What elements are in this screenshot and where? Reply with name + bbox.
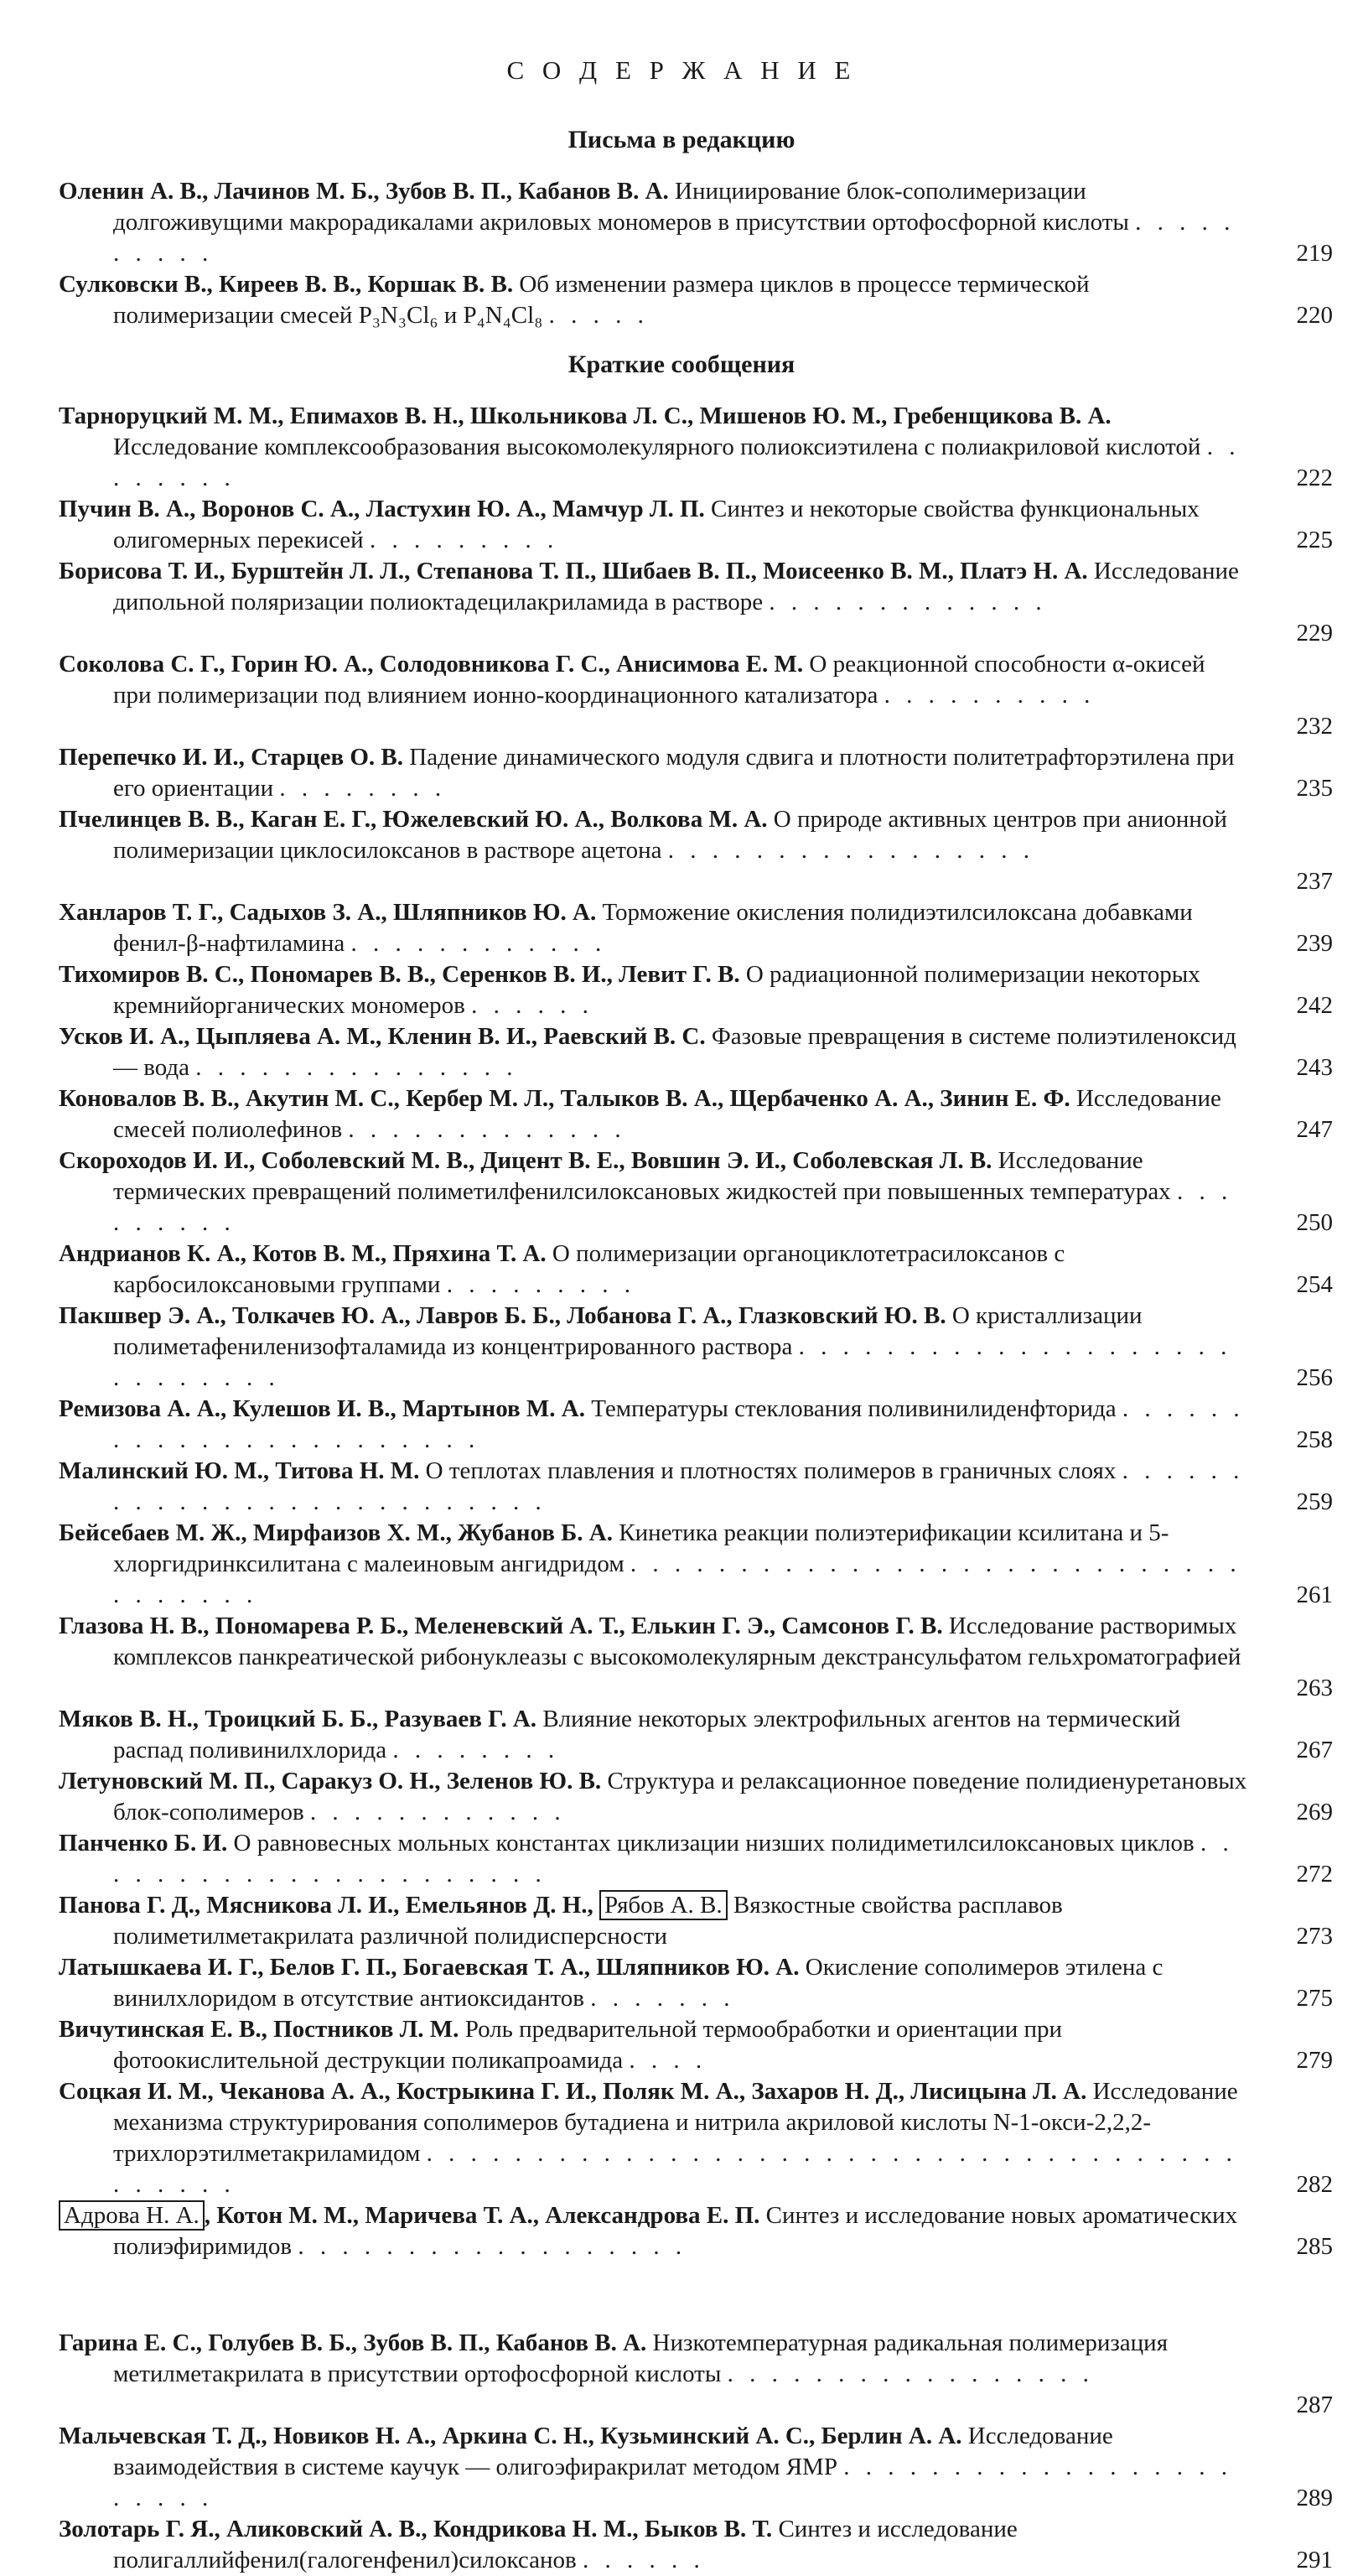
entry-authors: Мальчевская Т. Д., Новиков Н. А., Аркина С. Н., Кузьминский А. С., Берлин А. А. — [59, 2423, 962, 2449]
toc-entry: Коновалов В. В., Акутин М. С., Кербер М. Л., Талыков В. А., Щербаченко А. А., Зинин Е. Ф. Исследование смесей полиолефинов . . . . . . . . . . . . . — [59, 1085, 1221, 1143]
toc-entry: Тарноруцкий М. М., Епимахов В. Н., Школьникова Л. С., Мишенов Ю. М., Гребенщикова В. А. Исследование комплексообразования высокомолекулярного полиоксиэтилена с полиакриловой кислотой . . . . . . . . — [59, 402, 1241, 491]
entry-title: Исследование дипольной поляризации полиоктадецилакриламида в растворе — [113, 558, 1239, 615]
entry-page: 275 — [1296, 1985, 1333, 2012]
entry-authors: Панченко Б. И. — [59, 1830, 228, 1857]
entry-authors: Андрианов К. А., Котов В. М., Пряхина Т. А. — [59, 1240, 547, 1267]
entry-authors: Тарноруцкий М. М., Епимахов В. Н., Школьникова Л. С., Мишенов Ю. М., Гребенщикова В. А. — [59, 402, 1112, 429]
entry-title: Торможение окисления полидиэтилсилоксана добавками фенил-β-нафтиламина — [113, 899, 1193, 957]
toc-entry: Гарина Е. С., Голубев В. Б., Зубов В. П., Кабанов В. А. Низкотемпературная радикальная полимеризация метилметакрилата в присутствии ортофосфорной кислоты . . . . . . . . . . . . . . . . . — [59, 2329, 1169, 2387]
entry-authors: Скороходов И. И., Соболевский М. В., Дицент В. Е., Вовшин Э. И., Соболевская Л. В. — [59, 1147, 992, 1174]
entry-authors: Бейсебаев М. Ж., Мирфаизов Х. М., Жубанов Б. А. — [59, 1519, 613, 1546]
section-heading-short-reports: Краткие сообщения — [567, 351, 796, 378]
entry-authors: Усков И. А., Цыпляева А. М., Кленин В. И., Раевский В. С. — [59, 1023, 706, 1050]
toc-entry: Вичутинская Е. В., Постников Л. М. Роль предварительной термообработки и ориентации при фотоокислительной деструкции поликапроамида . . . . — [59, 2016, 1063, 2074]
entry-page: 254 — [1296, 1271, 1333, 1298]
entry-authors: Пучин В. А., Воронов С. А., Ластухин Ю. А., Мамчур Л. П. — [59, 496, 705, 522]
entry-title: Влияние некоторых электрофильных агентов на термический распад поливинилхлорида — [113, 1706, 1181, 1763]
entry-title: О радиационной полимеризации некоторых кремнийорганических мономеров — [113, 961, 1200, 1019]
entry-page: 237 — [1296, 868, 1333, 895]
entry-page: 269 — [1296, 1799, 1333, 1826]
entry-page: 232 — [1296, 713, 1333, 740]
entry-title: Роль предварительной термообработки и ориентации при фотоокислительной деструкции поликапроамида — [113, 2016, 1063, 2074]
entry-authors: Латышкаева И. Г., Белов Г. П., Богаевская Т. А., Шляпников Ю. А. — [59, 1954, 800, 1981]
entry-page: 229 — [1296, 620, 1333, 647]
entry-title: Об изменении размера циклов в процессе термической полимеризации смесей P₃N₃Cl₆ и P₄N₄Cl₈ — [113, 271, 1090, 329]
entry-authors: Соколова С. Г., Горин Ю. А., Солодовникова Г. С., Анисимова Е. М. — [59, 651, 804, 678]
toc-entry: Пакшвер Э. А., Толкачев Ю. А., Лавров Б. Б., Лобанова Г. А., Глазковский Ю. В. О кристаллизации полиметафениленизофталамида из концентрированного раствора . . . . . . . . . . . . . . . . . . . . . . . . . . . . — [59, 1302, 1232, 1391]
page-title: С О Д Е Р Ж А Н И Е — [506, 55, 857, 85]
entry-page: 282 — [1296, 2171, 1333, 2198]
entry-authors: Коновалов В. В., Акутин М. С., Кербер М. Л., Талыков В. А., Щербаченко А. А., Зинин Е. Ф. — [59, 1085, 1070, 1112]
entry-page: 285 — [1296, 2233, 1333, 2260]
entry-authors: Малинский Ю. М., Титова Н. М. — [59, 1457, 420, 1484]
toc-entry: Соцкая И. М., Чеканова А. А., Кострыкина Г. И., Поляк М. А., Захаров Н. Д., Лисицына Л. А. Исследование механизма структурирования сополимеров бутадиена и нитрила акриловой кислоты N-1-окси-2,2,2-трихлорэтилметакриламидом . . . . . . . . . . . . . . . . . . . . . . . . . . . . . . . . . . . . . . . . . . . — [59, 2078, 1238, 2198]
toc-entry: Ханларов Т. Г., Садыхов З. А., Шляпников Ю. А. Торможение окисления полидиэтилсилоксана добавками фенил-β-нафтиламина . . . . . . . . . . . . — [59, 899, 1193, 957]
entry-title: Синтез и некоторые свойства функциональных олигомерных перекисей — [113, 496, 1200, 553]
entry-title: Структура и релаксационное поведение полидиенуретановых блок-сополимеров — [113, 1768, 1247, 1826]
toc-entry: Летуновский М. П., Саракуз О. Н., Зеленов Ю. В. Структура и релаксационное поведение полидиенуретановых блок-сополимеров . . . . . . . . . . . . — [59, 1768, 1247, 1826]
entry-title: Вязкостные свойства расплавов полиметилметакрилата различной полидисперсности — [113, 1892, 1063, 1950]
entry-title: О теплотах плавления и плотностях полимеров в граничных слоях — [425, 1457, 1117, 1484]
entry-authors: Ханларов Т. Г., Садыхов З. А., Шляпников Ю. А. — [59, 899, 597, 926]
entry-title: Исследование взаимодействия в системе каучук — олигоэфиракрилат методом ЯМР — [113, 2423, 1113, 2480]
toc-entry — [59, 1890, 1249, 1952]
entry-page: 239 — [1296, 930, 1333, 957]
entry-page: 242 — [1296, 992, 1333, 1019]
entry-authors: Летуновский М. П., Саракуз О. Н., Зеленов Ю. В. — [59, 1768, 602, 1794]
entry-title: Исследование растворимых комплексов панкреатической рибонуклеазы с высокомолекулярным декстрансульфатом гельхроматографией — [113, 1613, 1241, 1670]
entry-authors: Пакшвер Э. А., Толкачев Ю. А., Лавров Б. Б., Лобанова Г. А., Глазковский Ю. В. — [59, 1302, 946, 1329]
entry-title: О природе активных центров при анионной полимеризации циклосилоксанов в растворе ацетона — [113, 806, 1227, 864]
entry-page: 258 — [1296, 1426, 1333, 1453]
toc-entry — [59, 1611, 1249, 1673]
entry-title: Исследование смесей полиолефинов — [113, 1085, 1221, 1143]
entry-page: 267 — [1296, 1737, 1333, 1763]
entry-authors: Мяков В. Н., Троицкий Б. Б., Разуваев Г. А. — [59, 1706, 537, 1732]
entry-page: 243 — [1296, 1054, 1333, 1081]
entry-page: 220 — [1296, 302, 1333, 329]
entry-authors: , Котон М. М., Маричева Т. А., Александрова Е. П. — [204, 2202, 760, 2229]
entry-authors: Перепечко И. И., Старцев О. В. — [59, 744, 404, 771]
toc-entry: Перепечко И. И., Старцев О. В. Падение динамического модуля сдвига и плотности политетрафторэтилена при его ориентации . . . . . . . . — [59, 744, 1235, 802]
toc-entry: Малинский Ю. М., Титова Н. М. О теплотах плавления и плотностях полимеров в граничных слоях . . . . . . . . . . . . . . . . . . . . . . . . . . — [59, 1457, 1245, 1515]
entry-title: О полимеризации органоциклотетрасилоксанов с карбосилоксановыми группами — [113, 1240, 1065, 1298]
boxed-author: Рябов А. В. — [599, 1890, 728, 1920]
toc-entry: Оленин А. В., Лачинов М. Б., Зубов В. П., Кабанов В. А. Инициирование блок-сополимеризации долгоживущими макрорадикалами акриловых мономеров в присутствии ортофосфорной кислоты . . . . . . . . . . — [59, 178, 1236, 267]
toc-entry: Скороходов И. И., Соболевский М. В., Дицент В. Е., Вовшин Э. И., Соболевская Л. В. Исследование термических превращений полиметилфенилсилоксановых жидкостей при повышенных температурах . . . . . . . . . — [59, 1147, 1233, 1236]
toc-entry: Соколова С. Г., Горин Ю. А., Солодовникова Г. С., Анисимова Е. М. О реакционной способности α-окисей при полимеризации под влиянием ионно-координационного катализатора . . . . . . . . . . — [59, 651, 1205, 709]
entry-page: 263 — [1296, 1675, 1333, 1701]
toc-entry: Пчелинцев В. В., Каган Е. Г., Южелевский Ю. А., Волкова М. А. О природе активных центров при анионной полимеризации циклосилоксанов в растворе ацетона . . . . . . . . . . . . . . . . . — [59, 806, 1227, 864]
toc-entry: Усков И. А., Цыпляева А. М., Кленин В. И., Раевский В. С. Фазовые превращения в системе полиэтиленоксид — вода . . . . . . . . . . . . . . . — [59, 1023, 1236, 1081]
entry-page: 250 — [1296, 1209, 1333, 1236]
entry-page: 279 — [1296, 2047, 1333, 2074]
toc-entry: Адрова Н. А. , Котон М. М., Маричева Т. А., Александрова Е. П. Синтез и исследование новых ароматических полиэфиримидов . . . . . . . . . . . . . . . . . . — [59, 2200, 1249, 2262]
toc-entry: Тихомиров В. С., Пономарев В. В., Серенков В. И., Левит Г. В. О радиационной полимеризации некоторых кремнийорганических мономеров . . . . . . — [59, 961, 1200, 1019]
entry-authors: Сулковски В., Киреев В. В., Коршак В. В. — [59, 271, 514, 298]
entry-title: Окисление сополимеров этилена с винилхлоридом в отсутствие антиоксидантов — [113, 1954, 1163, 2012]
toc-entry: Андрианов К. А., Котов В. М., Пряхина Т. А. О полимеризации органоциклотетрасилоксанов с карбосилоксановыми группами . . . . . . . . . — [59, 1240, 1065, 1298]
boxed-author: Адрова Н. А. — [59, 2200, 205, 2231]
toc-entry: Золотарь Г. Я., Аликовский А. В., Кондрикова Н. М., Быков В. Т. Синтез и исследование полигаллийфенил(галогенфенил)силоксанов . . . . . . — [59, 2516, 1018, 2573]
toc-entry: Пучин В. А., Воронов С. А., Ластухин Ю. А., Мамчур Л. П. Синтез и некоторые свойства функциональных олигомерных перекисей . . . . . . . . . — [59, 496, 1200, 553]
entry-title: О равновесных мольных константах циклизации низших полидиметилсилоксановых циклов — [233, 1830, 1195, 1857]
entry-title: Низкотемпературная радикальная полимеризация метилметакрилата в присутствии ортофосфорной кислоты — [113, 2329, 1169, 2387]
entry-page: 219 — [1296, 240, 1333, 267]
entry-authors: Пчелинцев В. В., Каган Е. Г., Южелевский Ю. А., Волкова М. А. — [59, 806, 768, 833]
toc-entry: Мяков В. Н., Троицкий Б. Б., Разуваев Г. А. Влияние некоторых электрофильных агентов на термический распад поливинилхлорида . . . . . . . . — [59, 1706, 1181, 1763]
entry-page: 222 — [1296, 465, 1333, 491]
entry-title: Исследование механизма структурирования сополимеров бутадиена и нитрила акриловой кислоты N-1-окси-2,2,2-трихлорэтилметакриламидом — [113, 2078, 1238, 2167]
toc-entry: Ремизова А. А., Кулешов И. В., Мартынов М. А. Температуры стеклования поливинилиденфторида . . . . . . . . . . . . . . . . . . . . . . . — [59, 1395, 1245, 1453]
entry-page: 225 — [1296, 527, 1333, 553]
entry-page: 235 — [1296, 775, 1333, 802]
entry-title: Синтез и исследование полигаллийфенил(галогенфенил)силоксанов — [113, 2516, 1018, 2573]
entry-page: 259 — [1296, 1488, 1333, 1515]
entry-title: Синтез и исследование новых ароматических полиэфиримидов — [113, 2202, 1238, 2260]
entry-title: Исследование комплексообразования высокомолекулярного полиоксиэтилена с полиакриловой кислотой — [113, 434, 1201, 460]
entry-title: Исследование термических превращений полиметилфенилсилоксановых жидкостей при повышенных температурах — [113, 1147, 1171, 1205]
entry-authors: Глазова Н. В., Пономарева Р. Б., Меленевский А. Т., Елькин Г. Э., Самсонов Г. В. — [59, 1613, 943, 1639]
entry-title: Падение динамического модуля сдвига и плотности политетрафторэтилена при его ориентации — [113, 744, 1235, 802]
entry-authors: Оленин А. В., Лачинов М. Б., Зубов В. П., Кабанов В. А. — [59, 178, 669, 205]
entry-authors: Вичутинская Е. В., Постников Л. М. — [59, 2016, 459, 2043]
entry-page: 289 — [1296, 2485, 1333, 2511]
entry-title: О реакционной способности α-окисей при полимеризации под влиянием ионно-координационного катализатора — [113, 651, 1205, 709]
entry-title: Инициирование блок-сополимеризации долгоживущими макрорадикалами акриловых мономеров в присутствии ортофосфорной кислоты — [113, 178, 1129, 236]
entry-authors: Ремизова А. А., Кулешов И. В., Мартынов М. А. — [59, 1395, 585, 1422]
entry-page: 272 — [1296, 1861, 1333, 1888]
entry-page: 273 — [1296, 1923, 1333, 1950]
entry-title: Кинетика реакции полиэтерификации ксилитана и 5-хлоргидринксилитана с малеиновым ангидридом — [113, 1519, 1169, 1577]
toc-entry: Борисова Т. И., Бурштейн Л. Л., Степанова Т. П., Шибаев В. П., Моисеенко В. М., Платэ Н. А. Исследование дипольной поляризации полиоктадецилакриламида в растворе . . . . . . . . . . . . . — [59, 558, 1239, 615]
toc-entry: Мальчевская Т. Д., Новиков Н. А., Аркина С. Н., Кузьминский А. С., Берлин А. А. Исследование взаимодействия в системе каучук — олигоэфиракрилат методом ЯМР . . . . . . . . . . . . . . . . . . . . . . . — [59, 2423, 1232, 2511]
entry-authors: Соцкая И. М., Чеканова А. А., Кострыкина Г. И., Поляк М. А., Захаров Н. Д., Лисицына Л. А. — [59, 2078, 1087, 2105]
toc-entry: Сулковски В., Киреев В. В., Коршак В. В. Об изменении размера циклов в процессе термической полимеризации смесей P₃N₃Cl₆ и P₄N₄Cl₈ . . . . . — [59, 271, 1090, 329]
toc-entry: Панченко Б. И. О равновесных мольных константах циклизации низших полидиметилсилоксановых циклов . . . . . . . . . . . . . . . . . . . . . . — [59, 1830, 1234, 1888]
entry-page: 247 — [1296, 1116, 1333, 1143]
section-heading-letters: Письма в редакцию — [567, 126, 796, 153]
entry-page: 287 — [1296, 2392, 1333, 2418]
entry-page: 261 — [1296, 1581, 1333, 1608]
entry-authors: Панова Г. Д., Мясникова Л. И., Емельянов Д. Н., — [59, 1892, 593, 1919]
entry-authors: Тихомиров В. С., Пономарев В. В., Серенков В. И., Левит Г. В. — [59, 961, 740, 988]
entry-title: Температуры стеклования поливинилиденфторида — [591, 1395, 1117, 1422]
entry-title: Фазовые превращения в системе полиэтиленоксид — вода — [113, 1023, 1236, 1081]
entry-page: 291 — [1296, 2547, 1333, 2573]
entry-title: О кристаллизации полиметафениленизофталамида из концентрированного раствора — [113, 1302, 1143, 1360]
entry-page: 256 — [1296, 1364, 1333, 1391]
entry-authors: Гарина Е. С., Голубев В. Б., Зубов В. П., Кабанов В. А. — [59, 2329, 647, 2356]
toc-entry: Латышкаева И. Г., Белов Г. П., Богаевская Т. А., Шляпников Ю. А. Окисление сополимеров этилена с винилхлоридом в отсутствие антиоксидантов . . . . . . . — [59, 1954, 1163, 2012]
entry-authors: Борисова Т. И., Бурштейн Л. Л., Степанова Т. П., Шибаев В. П., Моисеенко В. М., Платэ Н. А. — [59, 558, 1088, 584]
toc-entry: Бейсебаев М. Ж., Мирфаизов Х. М., Жубанов Б. А. Кинетика реакции полиэтерификации ксилитана и 5-хлоргидринксилитана с малеиновым ангидридом . . . . . . . . . . . . . . . . . . . . . . . . . . . . . . . . . . . — [59, 1519, 1241, 1608]
entry-authors: Золотарь Г. Я., Аликовский А. В., Кондрикова Н. М., Быков В. Т. — [59, 2516, 773, 2542]
